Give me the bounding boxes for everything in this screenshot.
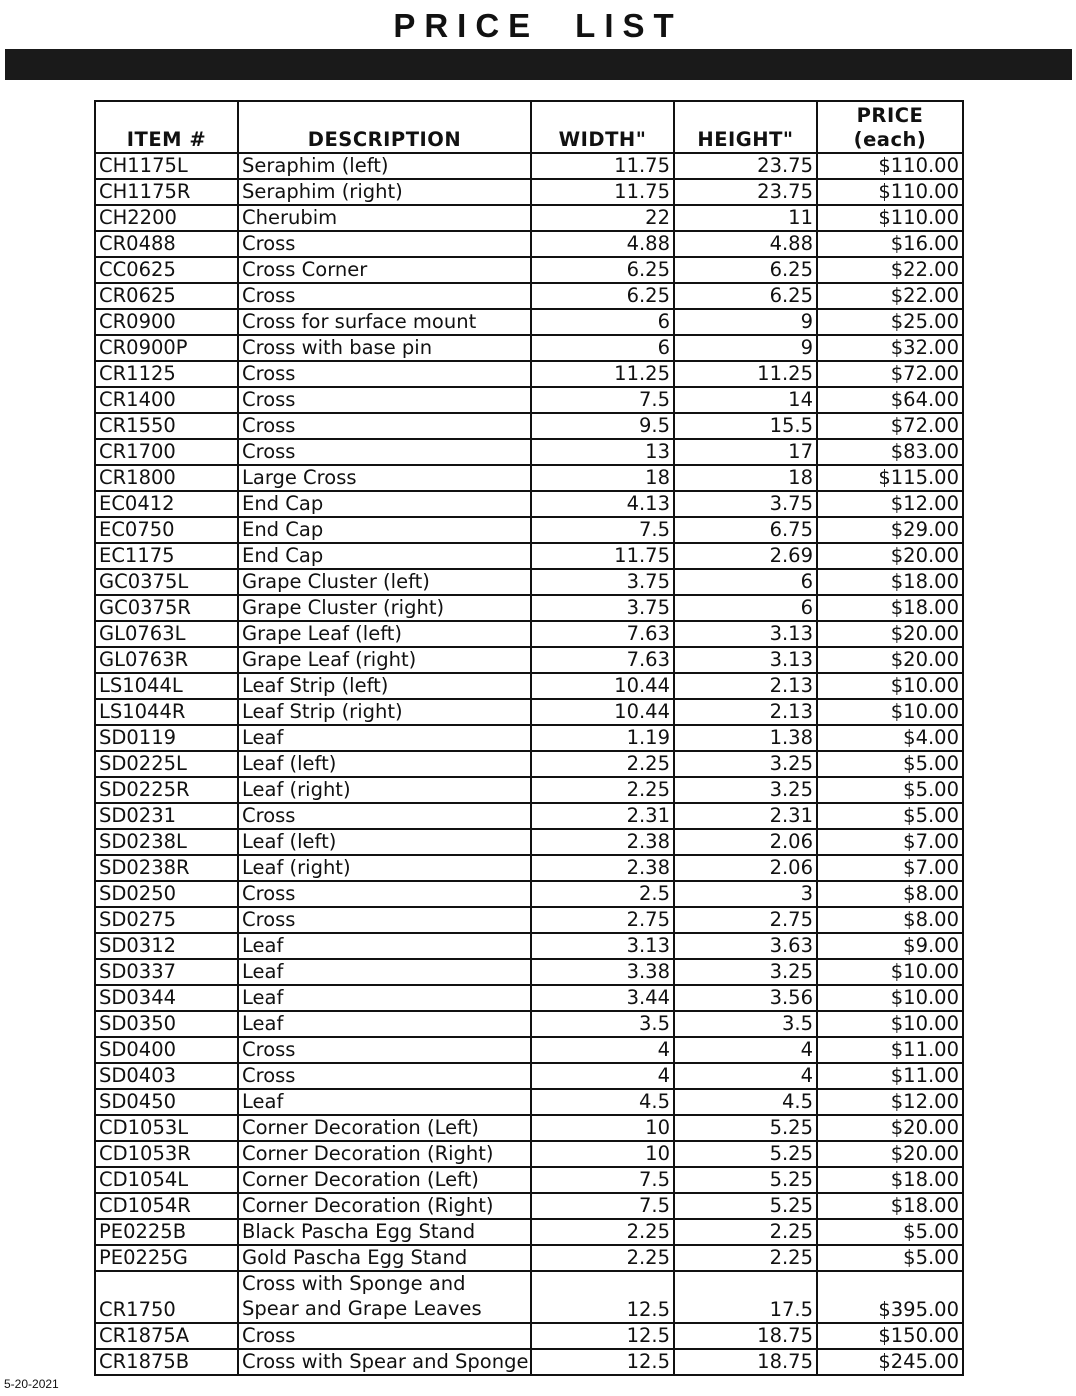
height-cell: 2.25 — [674, 1219, 817, 1245]
price-cell: $20.00 — [817, 1141, 963, 1167]
col-header-item: ITEM # — [95, 101, 238, 153]
price-cell: $245.00 — [817, 1349, 963, 1375]
description-cell: Cross with Spear and Sponge — [238, 1349, 531, 1375]
height-cell: 9 — [674, 335, 817, 361]
table-row — [95, 361, 963, 387]
page-title — [0, 4, 1076, 48]
table-row — [95, 803, 963, 829]
height-cell: 2.25 — [674, 1245, 817, 1271]
table-row — [95, 335, 963, 361]
table-row — [95, 985, 963, 1011]
price-cell: $9.00 — [817, 933, 963, 959]
width-cell: 2.25 — [531, 1245, 674, 1271]
width-cell: 4 — [531, 1063, 674, 1089]
width-cell: 12.5 — [531, 1349, 674, 1375]
height-cell: 11 — [674, 205, 817, 231]
height-cell: 4 — [674, 1063, 817, 1089]
price-cell: $4.00 — [817, 725, 963, 751]
height-cell: 6 — [674, 595, 817, 621]
item-number-cell: LS1044R — [95, 699, 238, 725]
item-number-cell: SD0312 — [95, 933, 238, 959]
description-cell: Grape Leaf (right) — [238, 647, 531, 673]
table-row — [95, 621, 963, 647]
table-row — [95, 439, 963, 465]
price-cell: $32.00 — [817, 335, 963, 361]
height-cell: 18.75 — [674, 1349, 817, 1375]
table-row — [95, 751, 963, 777]
price-cell: $8.00 — [817, 881, 963, 907]
table-row — [95, 1219, 963, 1245]
price-cell: $5.00 — [817, 1245, 963, 1271]
height-cell: 18 — [674, 465, 817, 491]
price-cell: $20.00 — [817, 621, 963, 647]
price-cell: $18.00 — [817, 569, 963, 595]
description-cell: Grape Leaf (left) — [238, 621, 531, 647]
table-row — [95, 673, 963, 699]
item-number-cell: CR0900 — [95, 309, 238, 335]
price-cell: $10.00 — [817, 959, 963, 985]
height-cell: 3.13 — [674, 647, 817, 673]
table-row — [95, 1271, 963, 1323]
price-cell: $8.00 — [817, 907, 963, 933]
description-cell: Leaf — [238, 1089, 531, 1115]
description-cell: Grape Cluster (left) — [238, 569, 531, 595]
table-row — [95, 1323, 963, 1349]
width-cell: 3.75 — [531, 595, 674, 621]
col-header-height: HEIGHT" — [674, 101, 817, 153]
description-cell: Corner Decoration (Left) — [238, 1167, 531, 1193]
width-cell: 4.13 — [531, 491, 674, 517]
price-cell: $115.00 — [817, 465, 963, 491]
item-number-cell: CC0625 — [95, 257, 238, 283]
width-cell: 10.44 — [531, 699, 674, 725]
price-cell: $5.00 — [817, 803, 963, 829]
item-number-cell: GC0375L — [95, 569, 238, 595]
item-number-cell: EC0412 — [95, 491, 238, 517]
table-row — [95, 1193, 963, 1219]
height-cell: 11.25 — [674, 361, 817, 387]
table-row — [95, 1245, 963, 1271]
table-row — [95, 647, 963, 673]
height-cell: 5.25 — [674, 1193, 817, 1219]
price-table — [94, 100, 964, 1376]
width-cell: 7.63 — [531, 647, 674, 673]
description-cell: Seraphim (left) — [238, 153, 531, 179]
col-header-price-label: PRICE — [856, 104, 924, 127]
description-cell: Cross — [238, 881, 531, 907]
width-cell: 7.63 — [531, 621, 674, 647]
description-cell: Cross — [238, 283, 531, 309]
width-cell: 3.5 — [531, 1011, 674, 1037]
width-cell: 11.75 — [531, 179, 674, 205]
description-cell: Seraphim (right) — [238, 179, 531, 205]
item-number-cell: CR1750 — [95, 1271, 238, 1323]
table-row — [95, 933, 963, 959]
description-cell: Leaf — [238, 985, 531, 1011]
width-cell: 6 — [531, 335, 674, 361]
width-cell: 12.5 — [531, 1271, 674, 1323]
description-cell: Cross with base pin — [238, 335, 531, 361]
description-cell: Cross for surface mount — [238, 309, 531, 335]
description-cell: Corner Decoration (Right) — [238, 1141, 531, 1167]
table-row — [95, 907, 963, 933]
item-number-cell: SD0450 — [95, 1089, 238, 1115]
height-cell: 3.25 — [674, 777, 817, 803]
description-cell: Corner Decoration (Right) — [238, 1193, 531, 1219]
width-cell: 3.38 — [531, 959, 674, 985]
price-cell: $7.00 — [817, 829, 963, 855]
height-cell: 6.75 — [674, 517, 817, 543]
item-number-cell: EC1175 — [95, 543, 238, 569]
width-cell: 4.5 — [531, 1089, 674, 1115]
price-cell: $72.00 — [817, 413, 963, 439]
description-cell: Cross — [238, 1037, 531, 1063]
description-cell: Leaf (left) — [238, 829, 531, 855]
height-cell: 3.25 — [674, 959, 817, 985]
height-cell: 18.75 — [674, 1323, 817, 1349]
col-header-price-unit: (each) — [853, 128, 927, 151]
price-cell: $10.00 — [817, 673, 963, 699]
col-header-width: WIDTH" — [531, 101, 674, 153]
table-row — [95, 595, 963, 621]
price-cell: $18.00 — [817, 595, 963, 621]
table-row — [95, 569, 963, 595]
height-cell: 2.06 — [674, 829, 817, 855]
height-cell: 4.5 — [674, 1089, 817, 1115]
height-cell: 17.5 — [674, 1271, 817, 1323]
price-cell: $10.00 — [817, 1011, 963, 1037]
description-cell: Grape Cluster (right) — [238, 595, 531, 621]
height-cell: 2.13 — [674, 699, 817, 725]
col-header-price — [817, 101, 963, 153]
description-cell: Leaf (right) — [238, 855, 531, 881]
description-cell: Leaf (right) — [238, 777, 531, 803]
price-cell: $22.00 — [817, 257, 963, 283]
price-cell: $150.00 — [817, 1323, 963, 1349]
height-cell: 3.63 — [674, 933, 817, 959]
width-cell: 3.44 — [531, 985, 674, 1011]
table-row — [95, 1037, 963, 1063]
price-cell: $7.00 — [817, 855, 963, 881]
table-row — [95, 309, 963, 335]
item-number-cell: SD0238R — [95, 855, 238, 881]
table-row — [95, 205, 963, 231]
height-cell: 4 — [674, 1037, 817, 1063]
height-cell: 3.56 — [674, 985, 817, 1011]
price-cell: $20.00 — [817, 543, 963, 569]
width-cell: 11.75 — [531, 153, 674, 179]
table-row — [95, 855, 963, 881]
description-cell: Leaf — [238, 1011, 531, 1037]
table-row — [95, 1063, 963, 1089]
description-cell: Cross — [238, 439, 531, 465]
item-number-cell: CR1800 — [95, 465, 238, 491]
table-row — [95, 283, 963, 309]
item-number-cell: PE0225G — [95, 1245, 238, 1271]
width-cell: 13 — [531, 439, 674, 465]
table-row — [95, 257, 963, 283]
table-row — [95, 413, 963, 439]
description-cell: Cross with Sponge and Spear and Grape Leaves — [238, 1271, 531, 1323]
price-cell: $11.00 — [817, 1037, 963, 1063]
width-cell: 3.13 — [531, 933, 674, 959]
width-cell: 11.75 — [531, 543, 674, 569]
price-cell: $16.00 — [817, 231, 963, 257]
price-cell: $22.00 — [817, 283, 963, 309]
price-cell: $64.00 — [817, 387, 963, 413]
height-cell: 15.5 — [674, 413, 817, 439]
item-number-cell: CR1550 — [95, 413, 238, 439]
item-number-cell: CD1054L — [95, 1167, 238, 1193]
item-number-cell: SD0344 — [95, 985, 238, 1011]
item-number-cell: SD0119 — [95, 725, 238, 751]
item-number-cell: CR1700 — [95, 439, 238, 465]
width-cell: 7.5 — [531, 387, 674, 413]
width-cell: 9.5 — [531, 413, 674, 439]
description-cell: End Cap — [238, 517, 531, 543]
width-cell: 4 — [531, 1037, 674, 1063]
height-cell: 17 — [674, 439, 817, 465]
height-cell: 3 — [674, 881, 817, 907]
price-cell: $110.00 — [817, 205, 963, 231]
item-number-cell: SD0350 — [95, 1011, 238, 1037]
height-cell: 14 — [674, 387, 817, 413]
item-number-cell: CR1400 — [95, 387, 238, 413]
height-cell: 3.75 — [674, 491, 817, 517]
width-cell: 2.31 — [531, 803, 674, 829]
width-cell: 22 — [531, 205, 674, 231]
description-cell: Leaf (left) — [238, 751, 531, 777]
item-number-cell: CR0900P — [95, 335, 238, 361]
item-number-cell: LS1044L — [95, 673, 238, 699]
price-cell: $10.00 — [817, 699, 963, 725]
description-cell: Cross — [238, 1323, 531, 1349]
width-cell: 4.88 — [531, 231, 674, 257]
item-number-cell: GC0375R — [95, 595, 238, 621]
item-number-cell: CD1053L — [95, 1115, 238, 1141]
table-row — [95, 725, 963, 751]
item-number-cell: SD0225L — [95, 751, 238, 777]
item-number-cell: SD0231 — [95, 803, 238, 829]
table-row — [95, 491, 963, 517]
price-cell: $5.00 — [817, 1219, 963, 1245]
price-cell: $12.00 — [817, 491, 963, 517]
price-cell: $10.00 — [817, 985, 963, 1011]
price-cell: $12.00 — [817, 1089, 963, 1115]
height-cell: 23.75 — [674, 179, 817, 205]
table-row — [95, 517, 963, 543]
price-cell: $110.00 — [817, 153, 963, 179]
width-cell: 2.5 — [531, 881, 674, 907]
item-number-cell: CR0625 — [95, 283, 238, 309]
description-cell: Gold Pascha Egg Stand — [238, 1245, 531, 1271]
table-row — [95, 699, 963, 725]
price-cell: $5.00 — [817, 777, 963, 803]
height-cell: 5.25 — [674, 1115, 817, 1141]
description-cell: Corner Decoration (Left) — [238, 1115, 531, 1141]
table-row — [95, 231, 963, 257]
table-row — [95, 465, 963, 491]
width-cell: 10 — [531, 1141, 674, 1167]
table-row — [95, 543, 963, 569]
width-cell: 2.25 — [531, 1219, 674, 1245]
width-cell: 2.25 — [531, 751, 674, 777]
item-number-cell: SD0337 — [95, 959, 238, 985]
description-cell: Cross — [238, 387, 531, 413]
header-bar — [5, 49, 1072, 80]
item-number-cell: SD0225R — [95, 777, 238, 803]
price-cell: $11.00 — [817, 1063, 963, 1089]
price-cell: $395.00 — [817, 1271, 963, 1323]
table-row — [95, 1011, 963, 1037]
width-cell: 2.25 — [531, 777, 674, 803]
revision-date: 5-20-2021 — [4, 1377, 59, 1391]
table-row — [95, 1167, 963, 1193]
description-cell: Large Cross — [238, 465, 531, 491]
height-cell: 1.38 — [674, 725, 817, 751]
item-number-cell: CD1053R — [95, 1141, 238, 1167]
height-cell: 23.75 — [674, 153, 817, 179]
item-number-cell: GL0763R — [95, 647, 238, 673]
width-cell: 6.25 — [531, 257, 674, 283]
item-number-cell: CR1875B — [95, 1349, 238, 1375]
height-cell: 4.88 — [674, 231, 817, 257]
item-number-cell: PE0225B — [95, 1219, 238, 1245]
width-cell: 7.5 — [531, 517, 674, 543]
width-cell: 10.44 — [531, 673, 674, 699]
height-cell: 2.06 — [674, 855, 817, 881]
price-cell: $5.00 — [817, 751, 963, 777]
price-cell: $18.00 — [817, 1167, 963, 1193]
width-cell: 12.5 — [531, 1323, 674, 1349]
description-cell: Cross — [238, 803, 531, 829]
width-cell: 2.75 — [531, 907, 674, 933]
width-cell: 3.75 — [531, 569, 674, 595]
description-cell: Leaf Strip (right) — [238, 699, 531, 725]
table-row — [95, 153, 963, 179]
table-header-row — [95, 101, 963, 153]
height-cell: 6 — [674, 569, 817, 595]
table-row — [95, 179, 963, 205]
item-number-cell: CH2200 — [95, 205, 238, 231]
width-cell: 7.5 — [531, 1193, 674, 1219]
height-cell: 3.25 — [674, 751, 817, 777]
item-number-cell: CH1175R — [95, 179, 238, 205]
table-row — [95, 1089, 963, 1115]
height-cell: 5.25 — [674, 1141, 817, 1167]
item-number-cell: GL0763L — [95, 621, 238, 647]
height-cell: 3.13 — [674, 621, 817, 647]
width-cell: 6 — [531, 309, 674, 335]
price-cell: $29.00 — [817, 517, 963, 543]
height-cell: 2.13 — [674, 673, 817, 699]
price-cell: $18.00 — [817, 1193, 963, 1219]
description-cell: Cherubim — [238, 205, 531, 231]
price-cell: $72.00 — [817, 361, 963, 387]
table-row — [95, 777, 963, 803]
price-cell: $20.00 — [817, 1115, 963, 1141]
description-cell: Black Pascha Egg Stand — [238, 1219, 531, 1245]
table-row — [95, 829, 963, 855]
description-cell: Leaf — [238, 725, 531, 751]
table-row — [95, 1115, 963, 1141]
item-number-cell: CR1125 — [95, 361, 238, 387]
price-cell: $110.00 — [817, 179, 963, 205]
item-number-cell: CR0488 — [95, 231, 238, 257]
description-cell: End Cap — [238, 543, 531, 569]
width-cell: 1.19 — [531, 725, 674, 751]
item-number-cell: SD0275 — [95, 907, 238, 933]
item-number-cell: CD1054R — [95, 1193, 238, 1219]
table-body — [95, 153, 963, 1375]
description-cell: Cross Corner — [238, 257, 531, 283]
height-cell: 3.5 — [674, 1011, 817, 1037]
table-row — [95, 881, 963, 907]
item-number-cell: CR1875A — [95, 1323, 238, 1349]
width-cell: 18 — [531, 465, 674, 491]
title-word-price: PRICE — [393, 7, 540, 44]
title-word-list: LIST — [575, 7, 683, 44]
width-cell: 10 — [531, 1115, 674, 1141]
description-cell: Leaf — [238, 959, 531, 985]
height-cell: 5.25 — [674, 1167, 817, 1193]
description-cell: Cross — [238, 361, 531, 387]
description-cell: End Cap — [238, 491, 531, 517]
width-cell: 7.5 — [531, 1167, 674, 1193]
col-header-description: DESCRIPTION — [238, 101, 531, 153]
table-row — [95, 1141, 963, 1167]
description-cell: Leaf Strip (left) — [238, 673, 531, 699]
width-cell: 2.38 — [531, 829, 674, 855]
width-cell: 2.38 — [531, 855, 674, 881]
height-cell: 9 — [674, 309, 817, 335]
width-cell: 11.25 — [531, 361, 674, 387]
item-number-cell: SD0250 — [95, 881, 238, 907]
table-row — [95, 1349, 963, 1375]
height-cell: 2.69 — [674, 543, 817, 569]
description-cell: Cross — [238, 231, 531, 257]
item-number-cell: SD0403 — [95, 1063, 238, 1089]
price-cell: $83.00 — [817, 439, 963, 465]
description-cell: Leaf — [238, 933, 531, 959]
table-row — [95, 387, 963, 413]
height-cell: 2.31 — [674, 803, 817, 829]
description-cell: Cross — [238, 1063, 531, 1089]
height-cell: 2.75 — [674, 907, 817, 933]
item-number-cell: SD0238L — [95, 829, 238, 855]
item-number-cell: EC0750 — [95, 517, 238, 543]
height-cell: 6.25 — [674, 283, 817, 309]
description-cell: Cross — [238, 413, 531, 439]
description-cell: Cross — [238, 907, 531, 933]
height-cell: 6.25 — [674, 257, 817, 283]
width-cell: 6.25 — [531, 283, 674, 309]
table-row — [95, 959, 963, 985]
item-number-cell: SD0400 — [95, 1037, 238, 1063]
price-cell: $25.00 — [817, 309, 963, 335]
price-cell: $20.00 — [817, 647, 963, 673]
item-number-cell: CH1175L — [95, 153, 238, 179]
